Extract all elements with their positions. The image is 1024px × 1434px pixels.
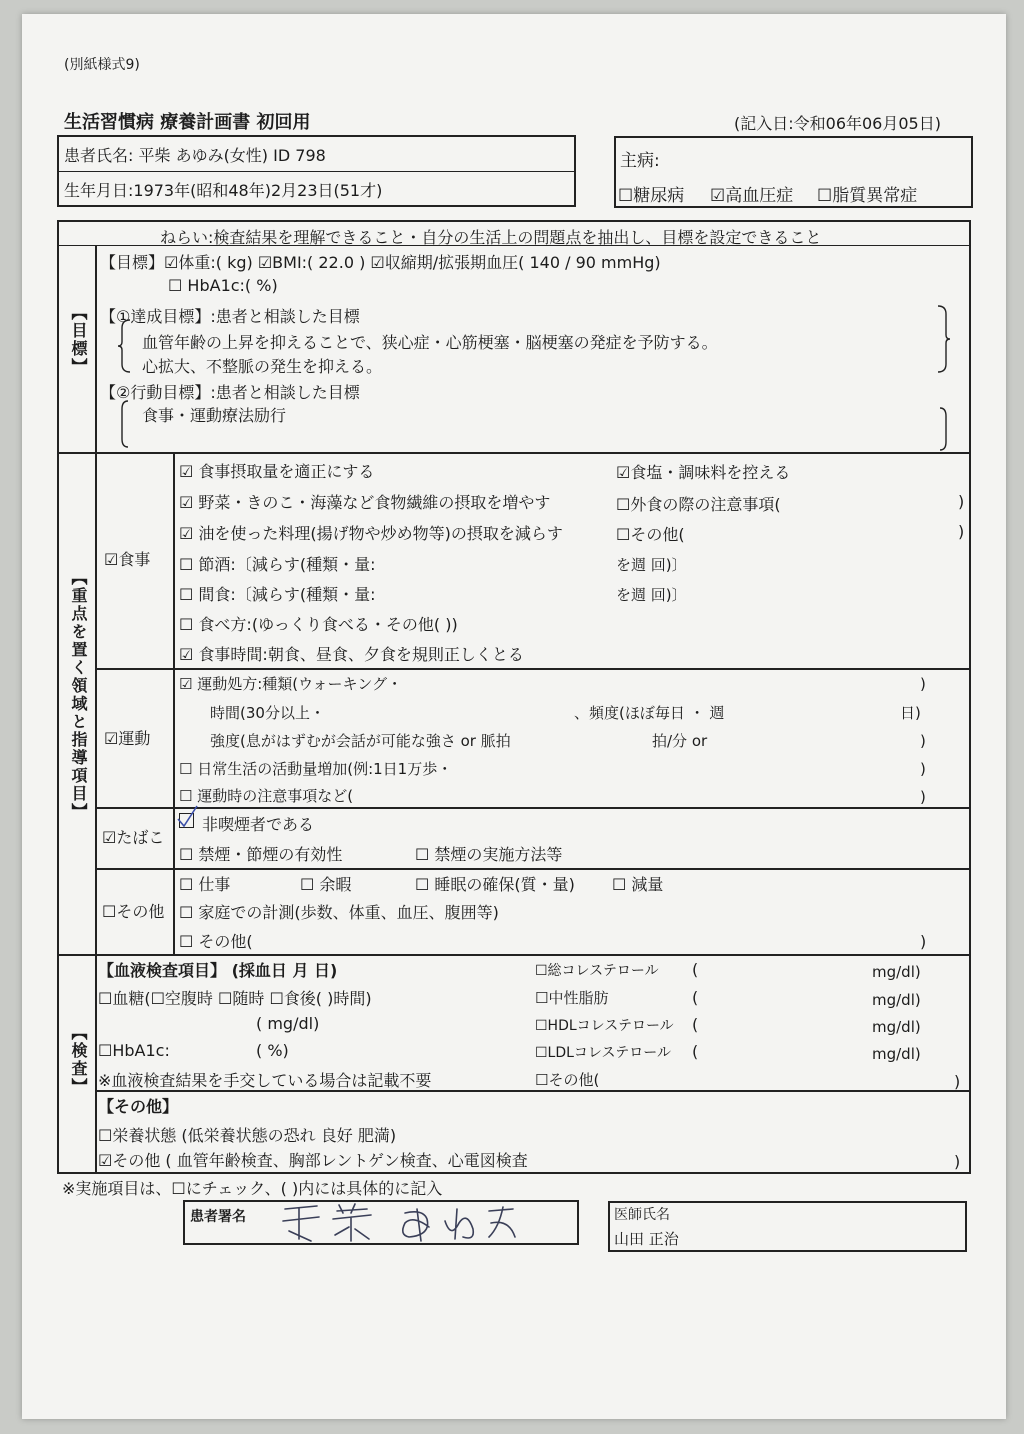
doctor-label: 医師氏名 xyxy=(614,1207,670,1223)
patient-handwritten-signature xyxy=(277,1201,522,1245)
aim-text: ねらい:検査結果を理解できること・自分の生活上の問題点を抽出し、目標を設定できること xyxy=(160,228,822,247)
ldl-cholesterol: ☐LDLコレステロール xyxy=(535,1045,671,1061)
doctor-name: 山田 正治 xyxy=(614,1230,679,1248)
exercise-close-3: ) xyxy=(920,760,926,778)
lipid-unit-4: mg/dl) xyxy=(872,1045,921,1063)
handwritten-check-mark xyxy=(175,805,199,829)
diet-item-4: ☐ 節酒:〔減らす(種類・量: xyxy=(179,555,376,574)
other-tests-close: ) xyxy=(954,1152,961,1171)
action-goal-header: 【②行動目標】:患者と相談した目標 xyxy=(100,383,360,402)
other-weight: ☐ 減量 xyxy=(612,875,664,894)
blood-sugar-unit: ( mg/dl) xyxy=(256,1014,320,1033)
exercise-item-4: ☐ 日常生活の活動量増加(例:1日1万歩・ xyxy=(179,760,453,778)
blood-test-header: 【血液検査項目】 (採血日 月 日) xyxy=(98,961,338,980)
diet-item-1: ☑ 食事摂取量を適正にする xyxy=(179,462,375,481)
exercise-pulse: 拍/分 or xyxy=(652,732,708,750)
document-title: 生活習慣病 療養計画書 初回用 xyxy=(64,112,311,133)
diet-item-5: ☐ 間食:〔減らす(種類・量: xyxy=(179,585,376,604)
diet-category: ☑食事 xyxy=(104,550,151,569)
lipid-unit-2: mg/dl) xyxy=(872,991,921,1009)
hba1c: ☐HbA1c: xyxy=(98,1041,170,1060)
exercise-item-1: ☑ 運動処方:種類(ウォーキング・ xyxy=(179,675,403,693)
patient-signature-label: 患者署名 xyxy=(190,1209,246,1225)
diet-right-3: ☐その他( xyxy=(616,525,685,544)
hba1c-unit: ( %) xyxy=(256,1041,289,1060)
exam-section-label: 【検査】 xyxy=(69,1024,88,1096)
goals-row2: ☐ HbA1c:( %) xyxy=(168,276,278,295)
exercise-category: ☑運動 xyxy=(104,729,151,748)
achieve-goal-1: 血管年齢の上昇を抑えることで、狭心症・心筋梗塞・脳梗塞の発症を予防する。 xyxy=(142,333,718,352)
right-brace-2 xyxy=(938,406,950,452)
disease-hypertension: ☑高血圧症 xyxy=(710,186,794,206)
tobacco-item-2: ☐ 禁煙・節煙の有効性 xyxy=(179,845,343,864)
other-tests: ☑その他 ( 血管年齢検査、胸部レントゲン検査、心電図検査 xyxy=(98,1151,528,1170)
exercise-close-4: ) xyxy=(920,788,926,806)
exercise-close-2: ) xyxy=(920,732,926,750)
exercise-days: 日) xyxy=(900,704,921,722)
nutrition-status: ☐栄養状態 (低栄養状態の恐れ 良好 肥満) xyxy=(98,1126,397,1145)
exercise-item-5: ☐ 運動時の注意事項など( xyxy=(179,787,354,805)
other-home-measure: ☐ 家庭での計測(歩数、体重、血圧、腹囲等) xyxy=(179,903,499,922)
other-exam-header: 【その他】 xyxy=(98,1097,179,1116)
lipid-other-close: ) xyxy=(954,1072,961,1091)
lipid-unit-1: mg/dl) xyxy=(872,963,921,981)
exercise-close-1: ) xyxy=(920,675,926,693)
diet-item-6: ☐ 食べ方:(ゆっくり食べる・その他( )) xyxy=(179,615,458,634)
other-leisure: ☐ 余暇 xyxy=(300,875,352,894)
diet-item-2: ☑ 野菜・きのこ・海藻など食物繊維の摂取を増やす xyxy=(179,493,551,512)
lipid-open-4: ( xyxy=(692,1042,699,1061)
diet-right-1: ☑食塩・調味料を控える xyxy=(616,463,791,482)
diet-close-2: ) xyxy=(958,522,965,541)
patient-birthdate: 生年月日:1973年(昭和48年)2月23日(51才) xyxy=(64,181,383,200)
action-goal-1: 食事・運動療法励行 xyxy=(142,406,287,425)
exercise-item-3: 強度(息がはずむが会話が可能な強さ or 脈拍 xyxy=(210,732,511,750)
snack-frequency: を週 回)〕 xyxy=(616,586,687,604)
other-work: ☐ 仕事 xyxy=(179,875,231,894)
triglyceride: ☐中性脂肪 xyxy=(535,989,609,1007)
blood-sugar: ☐血糖(☐空腹時 ☐随時 ☐食後( )時間) xyxy=(98,989,372,1008)
main-disease-label: 主病: xyxy=(620,151,660,171)
tobacco-item-1: 非喫煙者である xyxy=(202,815,315,834)
total-cholesterol: ☐総コレステロール xyxy=(535,963,659,979)
entry-date: (記入日:令和06年06月05日) xyxy=(734,114,941,133)
drink-frequency: を週 回)〕 xyxy=(616,556,687,574)
exam-note: ※血液検査結果を手交している場合は記載不要 xyxy=(98,1071,432,1090)
exercise-frequency: 、頻度(ほぼ毎日 ・ 週 xyxy=(574,704,725,722)
disease-diabetes: ☐糖尿病 xyxy=(618,186,685,206)
diet-item-3: ☑ 油を使った料理(揚げ物や炒め物等)の摂取を減らす xyxy=(179,524,563,543)
hdl-cholesterol: ☐HDLコレステロール xyxy=(535,1018,674,1034)
lipid-unit-3: mg/dl) xyxy=(872,1018,921,1036)
tobacco-category: ☑たばこ xyxy=(102,828,165,847)
form-number: (別紙様式9) xyxy=(64,57,140,73)
other-category: ☐その他 xyxy=(102,902,165,921)
lipid-other: ☐その他( xyxy=(535,1071,600,1089)
left-brace-1 xyxy=(118,318,132,374)
right-brace-1 xyxy=(936,304,950,374)
diet-right-2: ☐外食の際の注意事項( xyxy=(616,495,781,514)
other-sleep: ☐ 睡眠の確保(質・量) xyxy=(415,875,575,894)
other-other: ☐ その他( xyxy=(179,932,253,951)
patient-name: 患者氏名: 平柴 あゆみ(女性) ID 798 xyxy=(64,146,326,165)
diet-item-7: ☑ 食事時間:朝食、昼食、夕食を規則正しくとる xyxy=(179,645,524,664)
lipid-open-2: ( xyxy=(692,988,699,1007)
paper-document xyxy=(22,14,1006,1419)
achieve-goal-2: 心拡大、不整脈の発生を抑える。 xyxy=(142,357,383,376)
goals-section-label: 【目標】 xyxy=(69,304,88,376)
footer-note: ※実施項目は、☐にチェック、( )内には具体的に記入 xyxy=(62,1179,443,1198)
exercise-item-2: 時間(30分以上・ xyxy=(210,704,325,722)
goals-row1: 【目標】☑体重:( kg) ☑BMI:( 22.0 ) ☑収縮期/拡張期血圧( 140 / 90 mmHg) xyxy=(100,253,661,272)
lipid-open-3: ( xyxy=(692,1015,699,1034)
tobacco-item-3: ☐ 禁煙の実施方法等 xyxy=(415,845,563,864)
other-close: ) xyxy=(920,932,927,951)
focus-section-label: 【重点を置く領域と指導項目】 xyxy=(69,569,88,821)
lipid-open-1: ( xyxy=(692,960,699,979)
left-brace-2 xyxy=(118,399,130,449)
achieve-goal-header: 【①達成目標】:患者と相談した目標 xyxy=(100,307,360,326)
disease-dyslipidemia: ☐脂質異常症 xyxy=(817,186,918,206)
diet-close-1: ) xyxy=(958,492,965,511)
